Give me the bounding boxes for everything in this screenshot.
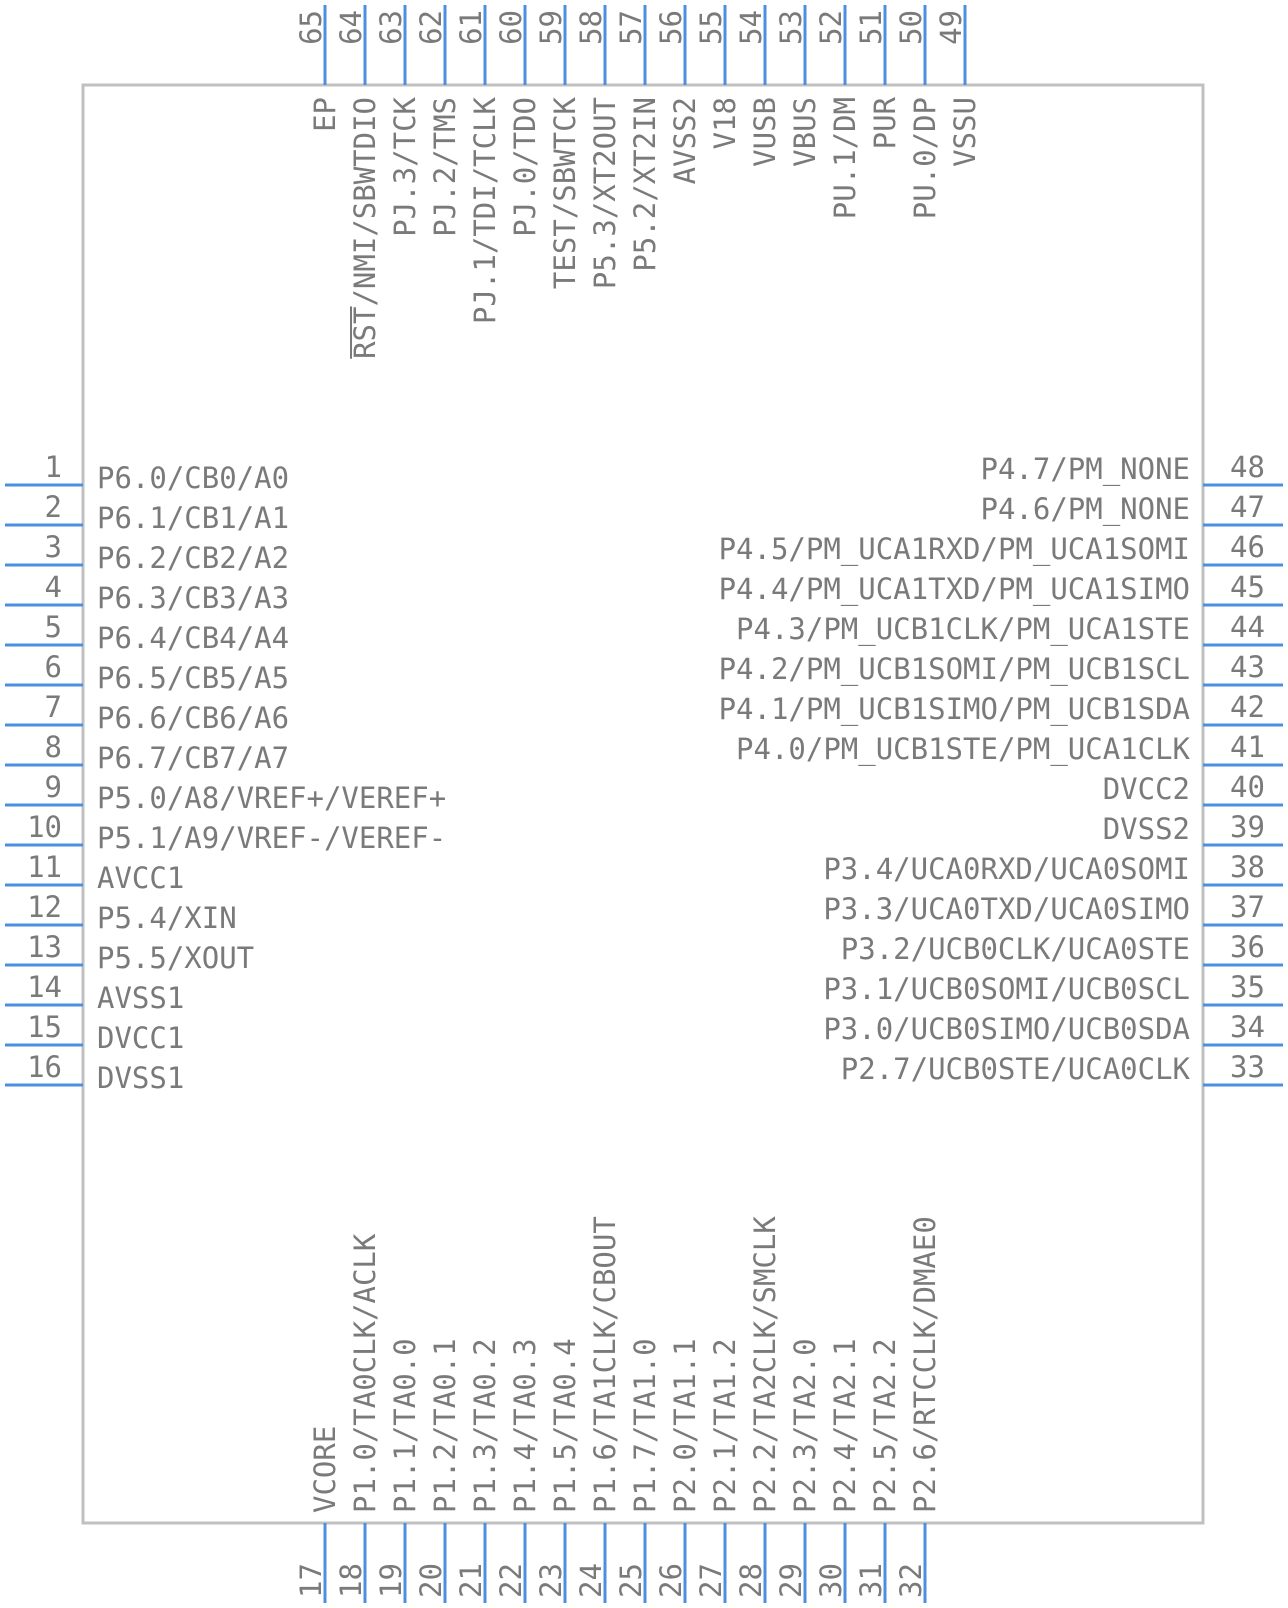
pin-number: 2 [44,490,62,524]
pin-label: PJ.3/TCK [388,97,422,237]
pin-label: P5.2/XT2IN [628,97,662,272]
pin-label: P2.6/RTCCLK/DMAE0 [908,1216,942,1513]
pin-number: 46 [1230,530,1265,564]
pin-number: 49 [934,10,968,45]
pin-label: P1.2/TA0.1 [428,1338,462,1513]
pin-number: 50 [894,10,928,45]
pin-number: 32 [894,1563,928,1598]
pin-number: 57 [614,10,648,45]
pin-label: P4.1/PM_UCB1SIMO/PM_UCB1SDA [718,692,1190,726]
pin-number: 28 [734,1563,768,1598]
pin-number: 55 [694,10,728,45]
pin-label: P4.7/PM_NONE [980,452,1190,486]
pin-label: P6.6/CB6/A6 [97,701,290,735]
pin-number: 39 [1230,810,1265,844]
pin-label: VBUS [788,97,822,167]
pin-label: AVCC1 [97,861,185,895]
pin-label: P1.5/TA0.4 [548,1338,582,1513]
pin-label: P4.2/PM_UCB1SOMI/PM_UCB1SCL [718,652,1190,686]
pin-label: P4.3/PM_UCB1CLK/PM_UCA1STE [736,612,1190,646]
pin-label: P3.0/UCB0SIMO/UCB0SDA [823,1012,1190,1046]
pin-number: 58 [574,10,608,45]
pin-label: RST/NMI/SBWTDIO [348,97,382,359]
pin-label: P1.3/TA0.2 [468,1338,502,1513]
pin-label: P2.4/TA2.1 [828,1338,862,1513]
pin-label: PU.0/DP [908,97,942,220]
pin-number: 41 [1230,730,1265,764]
pin-label: PJ.1/TDI/TCLK [468,97,502,324]
pin-number: 45 [1230,570,1265,604]
pin-label: P4.4/PM_UCA1TXD/PM_UCA1SIMO [718,572,1190,606]
pin-number: 24 [574,1563,608,1598]
pin-number: 64 [334,10,368,45]
pin-number: 62 [414,10,448,45]
pin-number: 16 [27,1050,62,1084]
pin-number: 36 [1230,930,1265,964]
pin-label: P3.3/UCA0TXD/UCA0SIMO [823,892,1190,926]
pin-number: 19 [374,1563,408,1598]
pin-label: DVSS2 [1102,812,1190,846]
pin-number: 18 [334,1563,368,1598]
pin-label: VCORE [308,1425,342,1513]
pin-label: P6.0/CB0/A0 [97,461,290,495]
pin-label: AVSS1 [97,981,185,1015]
pin-label: P1.1/TA0.0 [388,1338,422,1513]
pin-number: 13 [27,930,62,964]
pin-label: DVCC2 [1102,772,1190,806]
pin-label: P1.7/TA1.0 [628,1338,662,1513]
pin-label: P2.5/TA2.2 [868,1338,902,1513]
pin-number: 9 [44,770,62,804]
pin-number: 22 [494,1563,528,1598]
pin-number: 52 [814,10,848,45]
pin-number: 17 [294,1563,328,1598]
pin-number: 26 [654,1563,688,1598]
pin-label: P1.0/TA0CLK/ACLK [348,1233,382,1513]
pin-label: PJ.0/TDO [508,97,542,237]
pin-label: P3.1/UCB0SOMI/UCB0SCL [823,972,1190,1006]
pin-number: 15 [27,1010,62,1044]
pin-number: 56 [654,10,688,45]
pin-label: PUR [868,97,902,150]
pin-label: P1.6/TA1CLK/CBOUT [588,1216,622,1513]
pin-number: 30 [814,1563,848,1598]
pin-number: 27 [694,1563,728,1598]
pin-number: 35 [1230,970,1265,1004]
pin-label: P2.0/TA1.1 [668,1338,702,1513]
pin-label: P6.5/CB5/A5 [97,661,290,695]
pin-number: 37 [1230,890,1265,924]
pin-number: 20 [414,1563,448,1598]
pin-number: 29 [774,1563,808,1598]
pin-number: 6 [44,650,62,684]
pin-label: P1.4/TA0.3 [508,1338,542,1513]
pin-number: 25 [614,1563,648,1598]
pin-number: 1 [44,450,62,484]
pin-number: 33 [1230,1050,1265,1084]
pin-number: 63 [374,10,408,45]
pins-layer [5,5,1283,1603]
pin-label: P6.2/CB2/A2 [97,541,290,575]
pin-label: DVCC1 [97,1021,185,1055]
pin-number: 59 [534,10,568,45]
pin-number: 48 [1230,450,1265,484]
pin-label: PJ.2/TMS [428,97,462,237]
pin-label: P5.4/XIN [97,901,237,935]
pin-number: 34 [1230,1010,1265,1044]
pin-label: P2.7/UCB0STE/UCA0CLK [840,1052,1190,1086]
pin-number: 7 [44,690,62,724]
pin-number: 11 [27,850,62,884]
pin-number: 5 [44,610,62,644]
pin-number: 51 [854,10,888,45]
pin-number: 65 [294,10,328,45]
pin-label: P6.4/CB4/A4 [97,621,290,655]
pin-label: DVSS1 [97,1061,185,1095]
pin-label: P4.0/PM_UCB1STE/PM_UCA1CLK [736,732,1190,766]
pin-label: P6.1/CB1/A1 [97,501,290,535]
pin-number: 47 [1230,490,1265,524]
pin-number: 10 [27,810,62,844]
pin-number: 31 [854,1563,888,1598]
pin-number: 23 [534,1563,568,1598]
pin-label: AVSS2 [668,97,702,185]
pin-number: 3 [44,530,62,564]
pin-number: 44 [1230,610,1265,644]
pin-label: P5.1/A9/VREF-/VEREF- [97,821,447,855]
pin-label: P6.7/CB7/A7 [97,741,290,775]
pin-label: EP [308,97,342,132]
pin-label: V18 [708,97,742,150]
pin-label: P6.3/CB3/A3 [97,581,290,615]
pin-label: VSSU [948,97,982,167]
pin-number: 14 [27,970,62,1004]
pin-label: P5.5/XOUT [97,941,255,975]
pin-number: 60 [494,10,528,45]
pin-label: P5.3/XT2OUT [588,97,622,290]
pin-number: 21 [454,1563,488,1598]
pin-number: 4 [44,570,62,604]
pin-number: 53 [774,10,808,45]
pin-label: TEST/SBWTCK [548,97,582,290]
pin-label: P2.1/TA1.2 [708,1338,742,1513]
pin-number: 40 [1230,770,1265,804]
pin-label: P2.3/TA2.0 [788,1338,822,1513]
pin-number: 38 [1230,850,1265,884]
pin-label: VUSB [748,97,782,167]
pin-number: 61 [454,10,488,45]
pin-label: P2.2/TA2CLK/SMCLK [748,1216,782,1513]
pin-label: P5.0/A8/VREF+/VEREF+ [97,781,447,815]
pin-number: 43 [1230,650,1265,684]
pin-label: P3.4/UCA0RXD/UCA0SOMI [823,852,1190,886]
pin-number: 54 [734,10,768,45]
pin-label: P4.5/PM_UCA1RXD/PM_UCA1SOMI [718,532,1190,566]
pin-label: P3.2/UCB0CLK/UCA0STE [840,932,1190,966]
pin-label: PU.1/DM [828,97,862,220]
pin-number: 12 [27,890,62,924]
pin-number: 8 [44,730,62,764]
pin-label: P4.6/PM_NONE [980,492,1190,526]
pin-number: 42 [1230,690,1265,724]
